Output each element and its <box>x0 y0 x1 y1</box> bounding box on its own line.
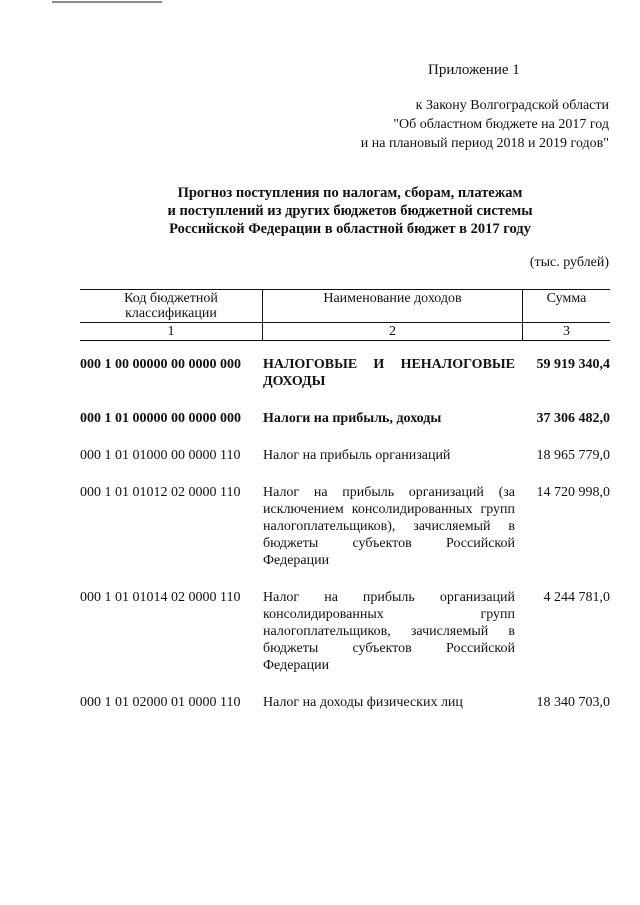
table-row <box>80 589 610 674</box>
column-number: 2 <box>263 323 523 340</box>
table-row <box>80 410 610 427</box>
heading-line: Прогноз поступления по налогам, сборам, платежам <box>177 185 523 201</box>
amount-cell: 59 919 340,4 <box>536 357 610 372</box>
budget-code-cell: 000 1 01 01000 00 0000 110 <box>80 448 241 463</box>
heading-line: и поступлений из других бюджетов бюджетной системы <box>167 203 533 219</box>
table-row <box>80 694 610 711</box>
table-header <box>80 289 610 341</box>
column-header-amount: Сумма <box>546 291 587 306</box>
revenue-name-cell: Налоги на прибыль, доходы <box>263 411 442 426</box>
units-label: (тыс. рублей) <box>529 255 609 270</box>
column-number-row <box>80 323 610 341</box>
table-body <box>80 356 610 731</box>
amount-cell: 37 306 482,0 <box>536 411 610 426</box>
budget-code-cell: 000 1 01 01014 02 0000 110 <box>80 590 241 605</box>
table-row <box>80 447 610 464</box>
law-reference-line: и на плановый период 2018 и 2019 годов" <box>360 136 609 151</box>
heading-line: Российской Федерации в областной бюджет в 2017 году <box>169 221 531 237</box>
amount-cell: 4 244 781,0 <box>543 590 610 605</box>
column-header-code <box>80 290 263 322</box>
scan-artifact-line <box>52 1 162 3</box>
revenue-name-cell: Налог на доходы физических лиц <box>263 695 463 710</box>
amount-cell: 14 720 998,0 <box>536 485 610 500</box>
budget-code-cell: 000 1 01 02000 01 0000 110 <box>80 695 241 710</box>
appendix-title: Приложение 1 <box>428 62 520 78</box>
column-number: 3 <box>563 324 570 339</box>
amount-cell: 18 965 779,0 <box>536 448 610 463</box>
revenue-name-cell: Налог на прибыль организаций (за исключением консолидированных групп налогоплательщиков), зачисляемый в бюджеты субъектов Российской Федерации <box>263 485 515 568</box>
budget-code-cell: 000 1 01 01012 02 0000 110 <box>80 485 241 500</box>
table-row <box>80 356 610 390</box>
law-reference-line: к Закону Волгоградской области <box>415 98 609 113</box>
revenue-name-cell: Налог на прибыль организаций <box>263 448 451 463</box>
document-heading <box>130 184 570 238</box>
law-reference-line: "Об областном бюджете на 2017 год <box>393 117 609 132</box>
law-reference <box>361 96 609 153</box>
revenue-name-cell: Налог на прибыль организаций консолидированных групп налогоплательщиков, зачисляемый в бюджеты субъектов Российской Федерации <box>263 590 515 673</box>
column-header-code-line: Код бюджетной <box>124 291 218 306</box>
revenue-name-cell: НАЛОГОВЫЕ И НЕНАЛОГОВЫЕ ДОХОДЫ <box>263 357 515 389</box>
column-number: 1 <box>80 323 263 340</box>
header-row <box>80 289 610 323</box>
column-header-name: Наименование доходов <box>263 290 523 322</box>
budget-code-cell: 000 1 01 00000 00 0000 000 <box>80 411 241 426</box>
amount-cell: 18 340 703,0 <box>536 695 610 710</box>
table-row <box>80 484 610 569</box>
column-header-code-line: классификации <box>125 306 217 321</box>
budget-code-cell: 000 1 00 00000 00 0000 000 <box>80 357 241 372</box>
